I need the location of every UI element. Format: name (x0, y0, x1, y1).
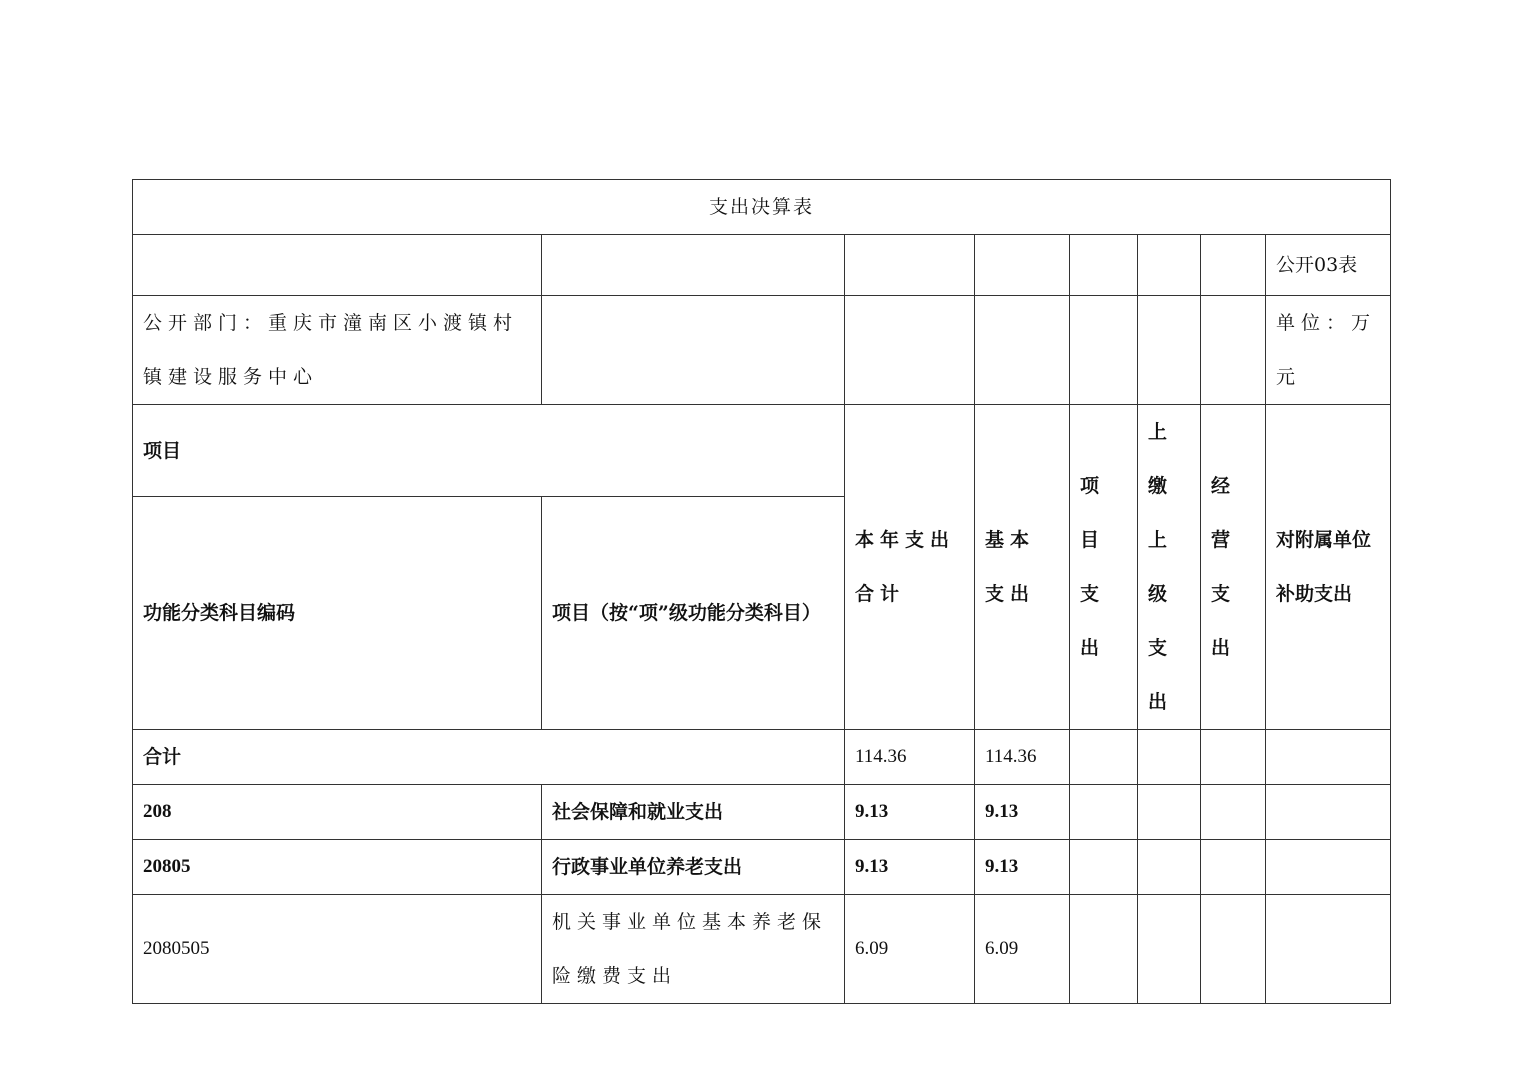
total-row-total: 114.36 (845, 730, 975, 785)
empty-cell (1070, 840, 1138, 895)
empty-cell (133, 235, 542, 296)
row-name: 社会保障和就业支出 (542, 785, 845, 840)
row-code: 208 (133, 785, 542, 840)
empty-cell (1138, 730, 1201, 785)
empty-cell (845, 235, 975, 296)
unit-label: 单位：万元 (1266, 296, 1391, 405)
header-basic-expenditure: 基本支出 (975, 405, 1070, 730)
header-item-group: 项目 (133, 405, 845, 497)
row-basic: 6.09 (975, 895, 1070, 1004)
total-row-basic: 114.36 (975, 730, 1070, 785)
empty-cell (542, 296, 845, 405)
row-total: 9.13 (845, 840, 975, 895)
row-code: 2080505 (133, 895, 542, 1004)
empty-cell (1266, 785, 1391, 840)
row-name: 机关事业单位基本养老保险缴费支出 (542, 895, 845, 1004)
empty-cell (1070, 785, 1138, 840)
table-title: 支出决算表 (133, 180, 1391, 235)
empty-cell (1266, 895, 1391, 1004)
department-name: 公开部门：重庆市潼南区小渡镇村镇建设服务中心 (133, 296, 542, 405)
empty-cell (1070, 296, 1138, 405)
empty-cell (1070, 895, 1138, 1004)
row-total: 6.09 (845, 895, 975, 1004)
empty-cell (542, 235, 845, 296)
empty-cell (1201, 296, 1266, 405)
header-upper-level-expenditure: 上缴上级支出 (1138, 405, 1201, 730)
empty-cell (1201, 235, 1266, 296)
form-number: 公开03表 (1266, 235, 1391, 296)
empty-cell (1138, 840, 1201, 895)
header-project-expenditure: 项目支出 (1070, 405, 1138, 730)
row-code: 20805 (133, 840, 542, 895)
empty-cell (1266, 840, 1391, 895)
empty-cell (1201, 785, 1266, 840)
empty-cell (975, 296, 1070, 405)
row-basic: 9.13 (975, 785, 1070, 840)
row-total: 9.13 (845, 785, 975, 840)
header-total-expenditure: 本年支出合计 (845, 405, 975, 730)
empty-cell (975, 235, 1070, 296)
empty-cell (1201, 895, 1266, 1004)
empty-cell (1266, 730, 1391, 785)
row-basic: 9.13 (975, 840, 1070, 895)
empty-cell (1070, 730, 1138, 785)
empty-cell (1138, 235, 1201, 296)
empty-cell (1138, 296, 1201, 405)
empty-cell (1201, 840, 1266, 895)
empty-cell (1138, 785, 1201, 840)
empty-cell (1201, 730, 1266, 785)
empty-cell (1070, 235, 1138, 296)
header-subsidiary-expenditure: 对附属单位补助支出 (1266, 405, 1391, 730)
row-name: 行政事业单位养老支出 (542, 840, 845, 895)
header-function-code: 功能分类科目编码 (133, 497, 542, 730)
total-row-label: 合计 (133, 730, 845, 785)
header-business-expenditure: 经营支出 (1201, 405, 1266, 730)
header-item-name: 项目（按“项”级功能分类科目） (542, 497, 845, 730)
expenditure-final-accounts-table (132, 179, 1391, 1004)
empty-cell (845, 296, 975, 405)
empty-cell (1138, 895, 1201, 1004)
